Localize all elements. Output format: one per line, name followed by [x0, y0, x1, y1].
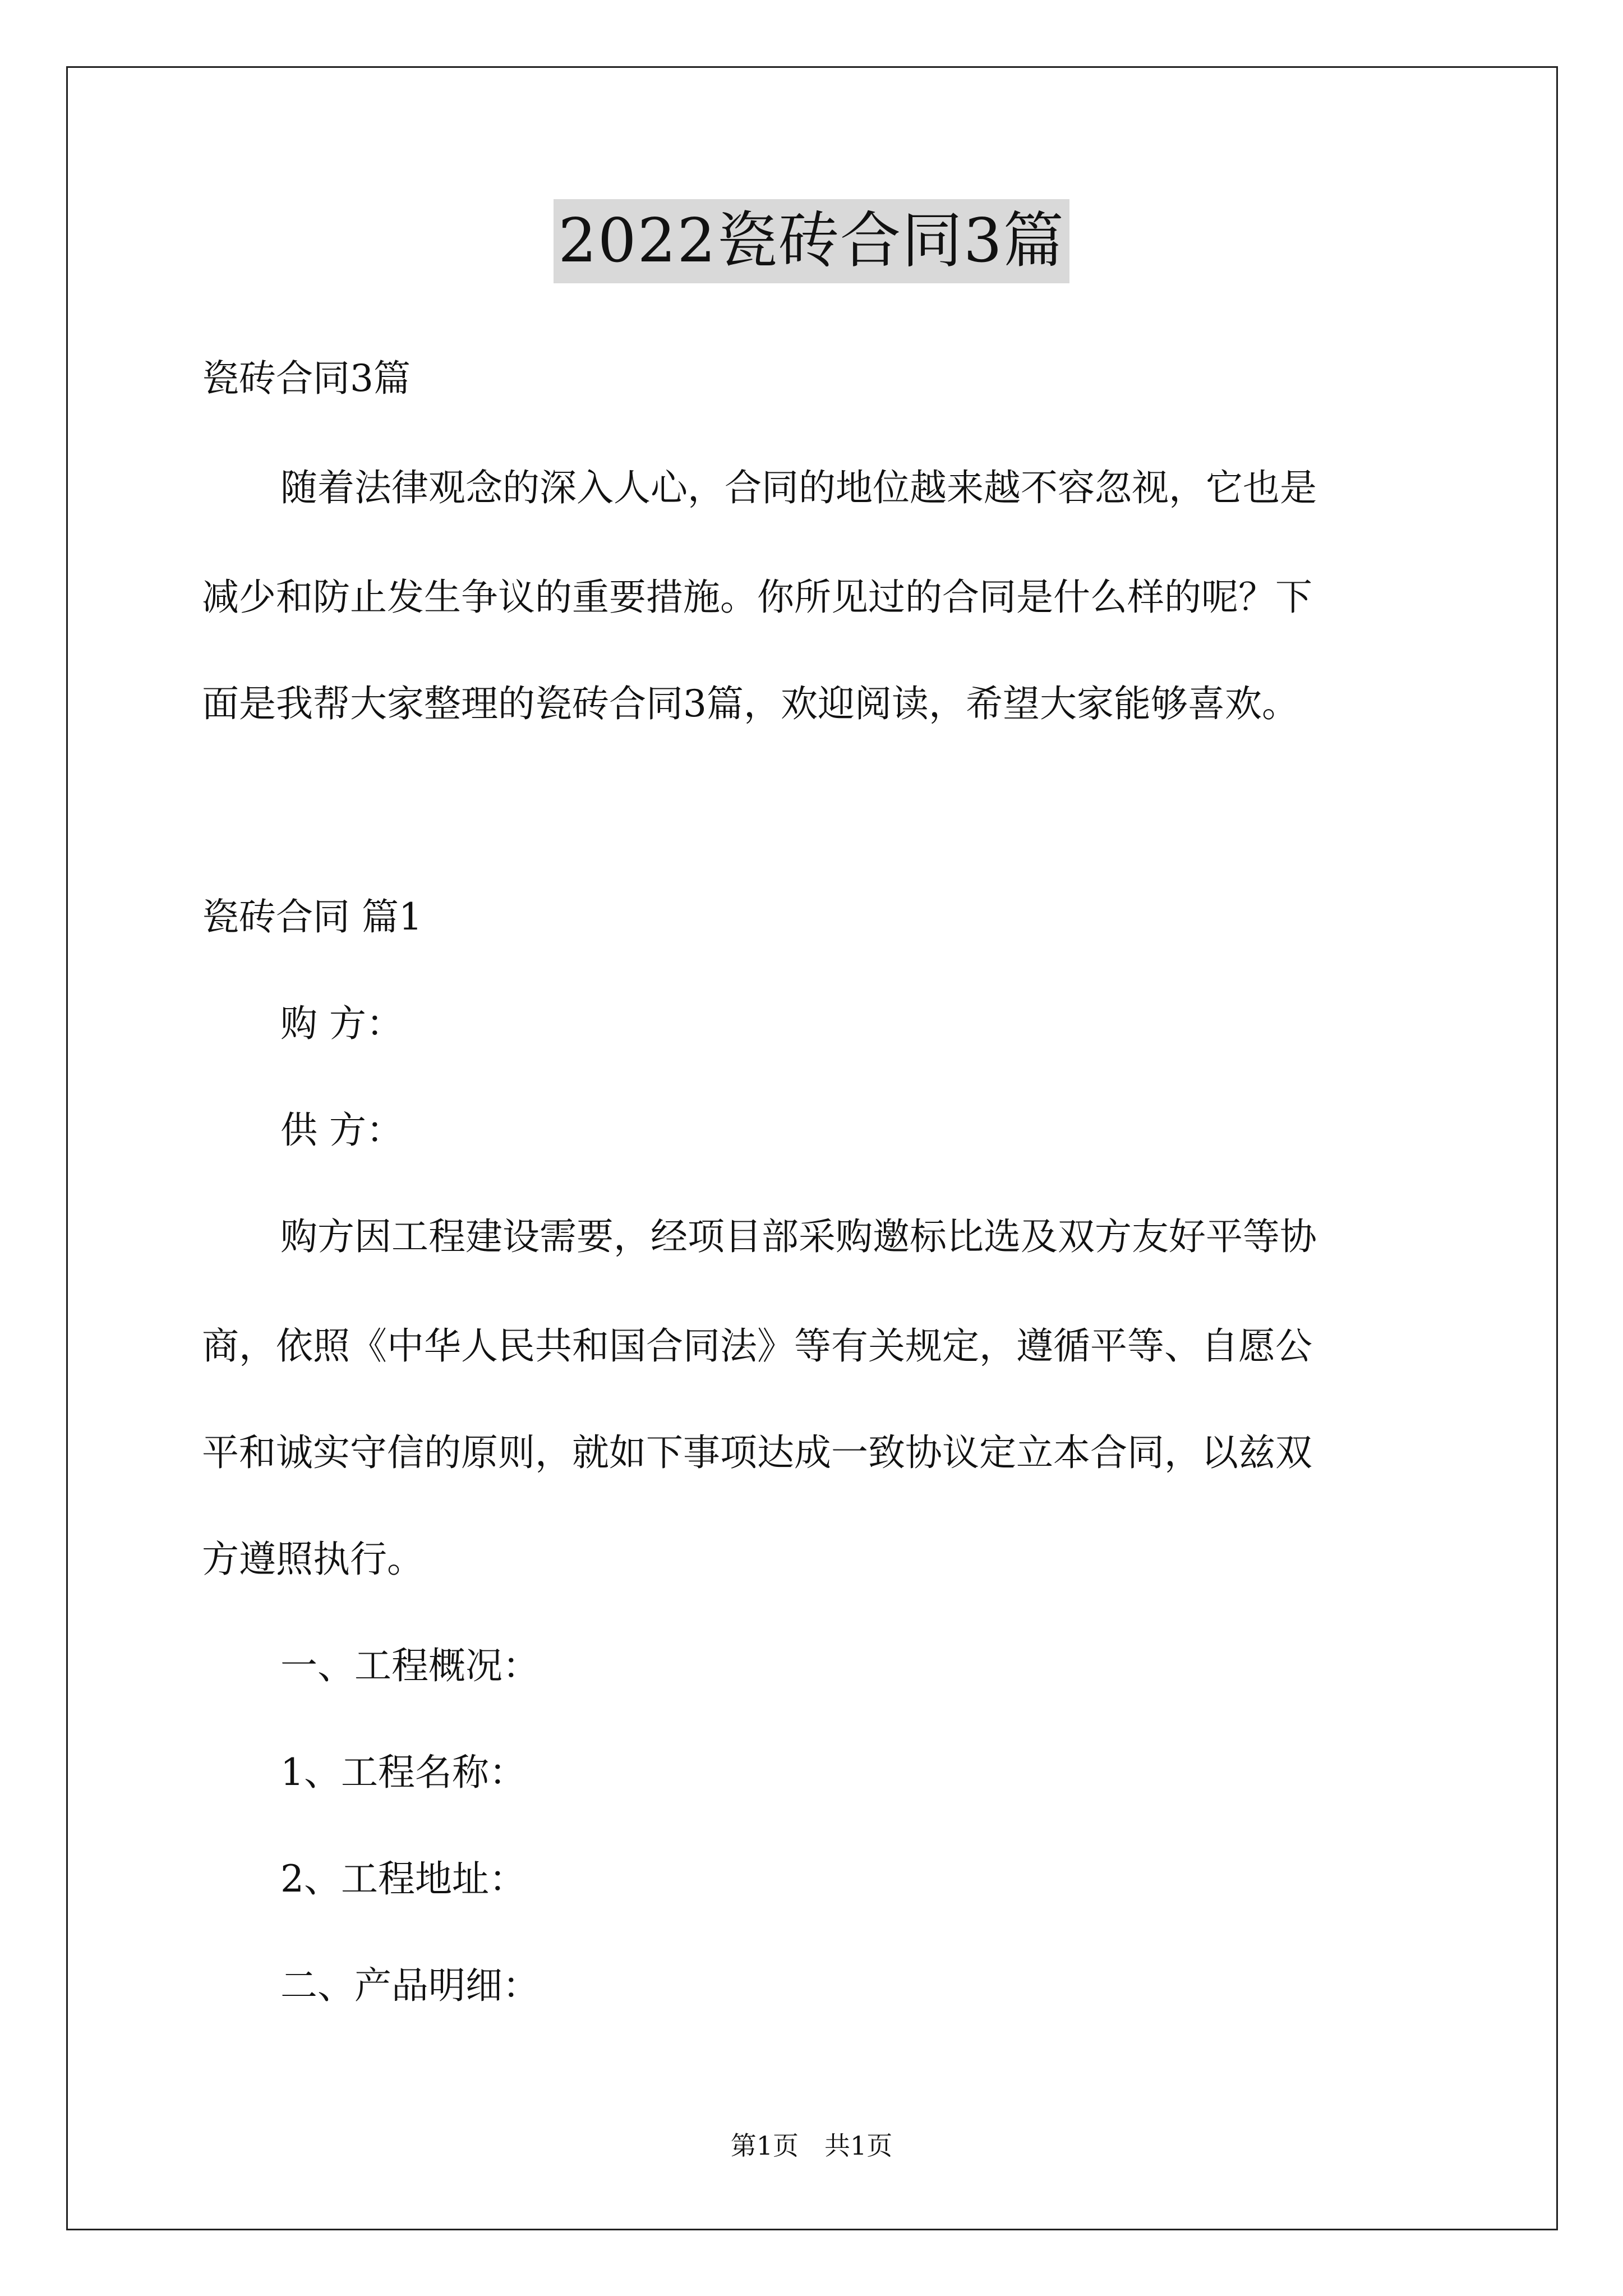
- body-paragraph-line: 商，依照《中华人民共和国合同法》等有关规定，遵循平等、自愿公: [202, 1324, 1312, 1368]
- section-heading: 瓷砖合同 篇1: [202, 895, 422, 938]
- clause-item: 1、工程名称：: [280, 1751, 526, 1794]
- clause-heading: 一、工程概况：: [280, 1644, 540, 1687]
- intro-paragraph-line: 面是我帮大家整理的瓷砖合同3篇，欢迎阅读，希望大家能够喜欢。: [202, 682, 1299, 725]
- subtitle: 瓷砖合同3篇: [202, 357, 411, 400]
- clause-heading: 二、产品明细：: [280, 1964, 540, 2007]
- page-footer: 第1页 共1页: [730, 2131, 893, 2161]
- clause-item: 2、工程地址：: [280, 1857, 526, 1901]
- body-paragraph-line: 方遵照执行。: [202, 1538, 424, 1581]
- buyer-field: 购 方：: [280, 1002, 403, 1045]
- supplier-field: 供 方：: [280, 1108, 403, 1152]
- title-container: [0, 199, 1623, 283]
- document-title: 2022瓷砖合同3篇: [554, 199, 1069, 283]
- body-paragraph-line: 平和诚实守信的原则，就如下事项达成一致协议定立本合同，以兹双: [202, 1431, 1312, 1474]
- body-paragraph-line: 购方因工程建设需要，经项目部采购邀标比选及双方友好平等协: [280, 1215, 1317, 1258]
- intro-paragraph-line: 减少和防止发生争议的重要措施。你所见过的合同是什么样的呢？下: [202, 576, 1312, 619]
- intro-paragraph-line: 随着法律观念的深入人心，合同的地位越来越不容忽视，它也是: [280, 466, 1317, 509]
